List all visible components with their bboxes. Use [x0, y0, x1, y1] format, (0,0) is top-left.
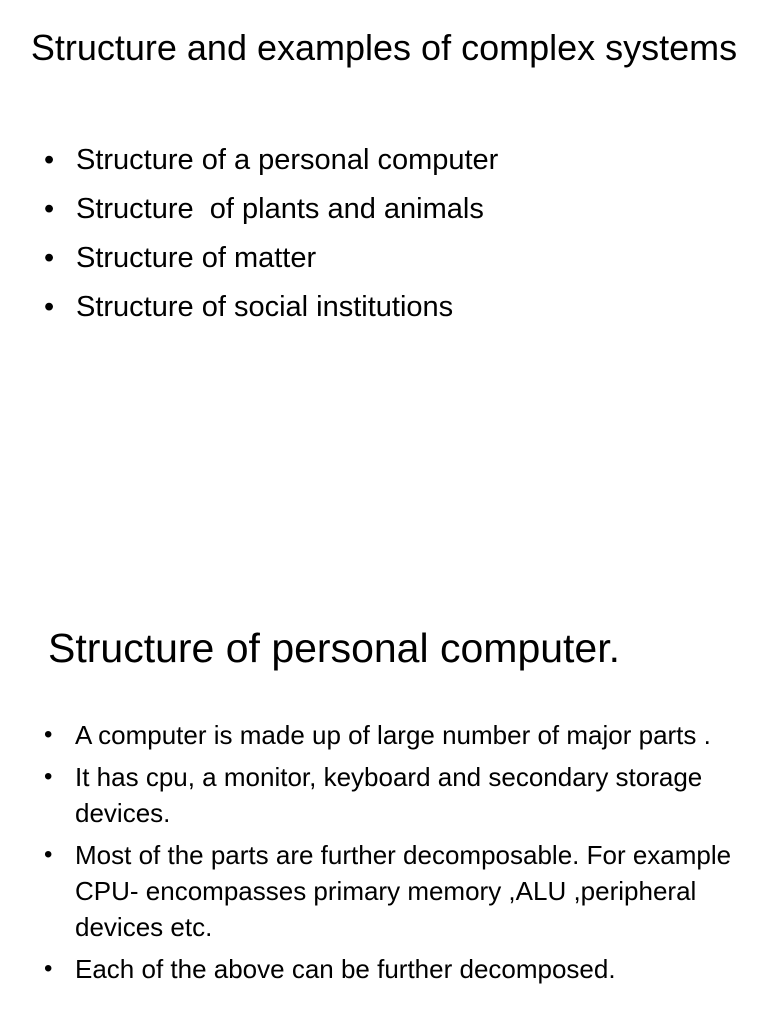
bullet-icon: • — [44, 763, 53, 790]
list-item — [44, 289, 744, 338]
list-item-text: Structure of matter — [76, 242, 317, 274]
list-item — [44, 951, 734, 987]
list-item — [44, 142, 744, 191]
list-item — [44, 717, 734, 753]
bullet-icon: • — [44, 841, 53, 868]
list-item-text: Structure of a personal computer — [76, 144, 499, 176]
list-item-text: It has cpu, a monitor, keyboard and secondary storage devices. — [75, 762, 703, 828]
list-item-text: Structure of plants and animals — [76, 193, 484, 225]
list-item — [44, 837, 734, 945]
list-item-text: A computer is made up of large number of major parts . — [75, 720, 711, 750]
slide-1-title: Structure and examples of complex systems — [30, 27, 738, 68]
list-item-text: Structure of social institutions — [76, 291, 454, 323]
list-item-text: Each of the above can be further decomposed. — [75, 954, 616, 984]
bullet-icon: • — [44, 291, 55, 323]
bullet-icon: • — [44, 955, 53, 982]
bullet-icon: • — [44, 193, 55, 225]
list-item-text: Most of the parts are further decomposable. For example CPU- encompasses primary memory ,ALU ,peripheral devices etc. — [75, 840, 732, 942]
list-item — [44, 240, 744, 289]
list-item — [44, 191, 744, 240]
slide-1-bullet-list — [44, 142, 744, 338]
bullet-icon: • — [44, 242, 55, 274]
bullet-icon: • — [44, 721, 53, 748]
slide-2-bullet-list — [44, 717, 734, 993]
slide-2-title: Structure of personal computer. — [48, 625, 621, 671]
bullet-icon: • — [44, 144, 55, 176]
slide-2 — [0, 512, 768, 1024]
list-item — [44, 759, 734, 831]
